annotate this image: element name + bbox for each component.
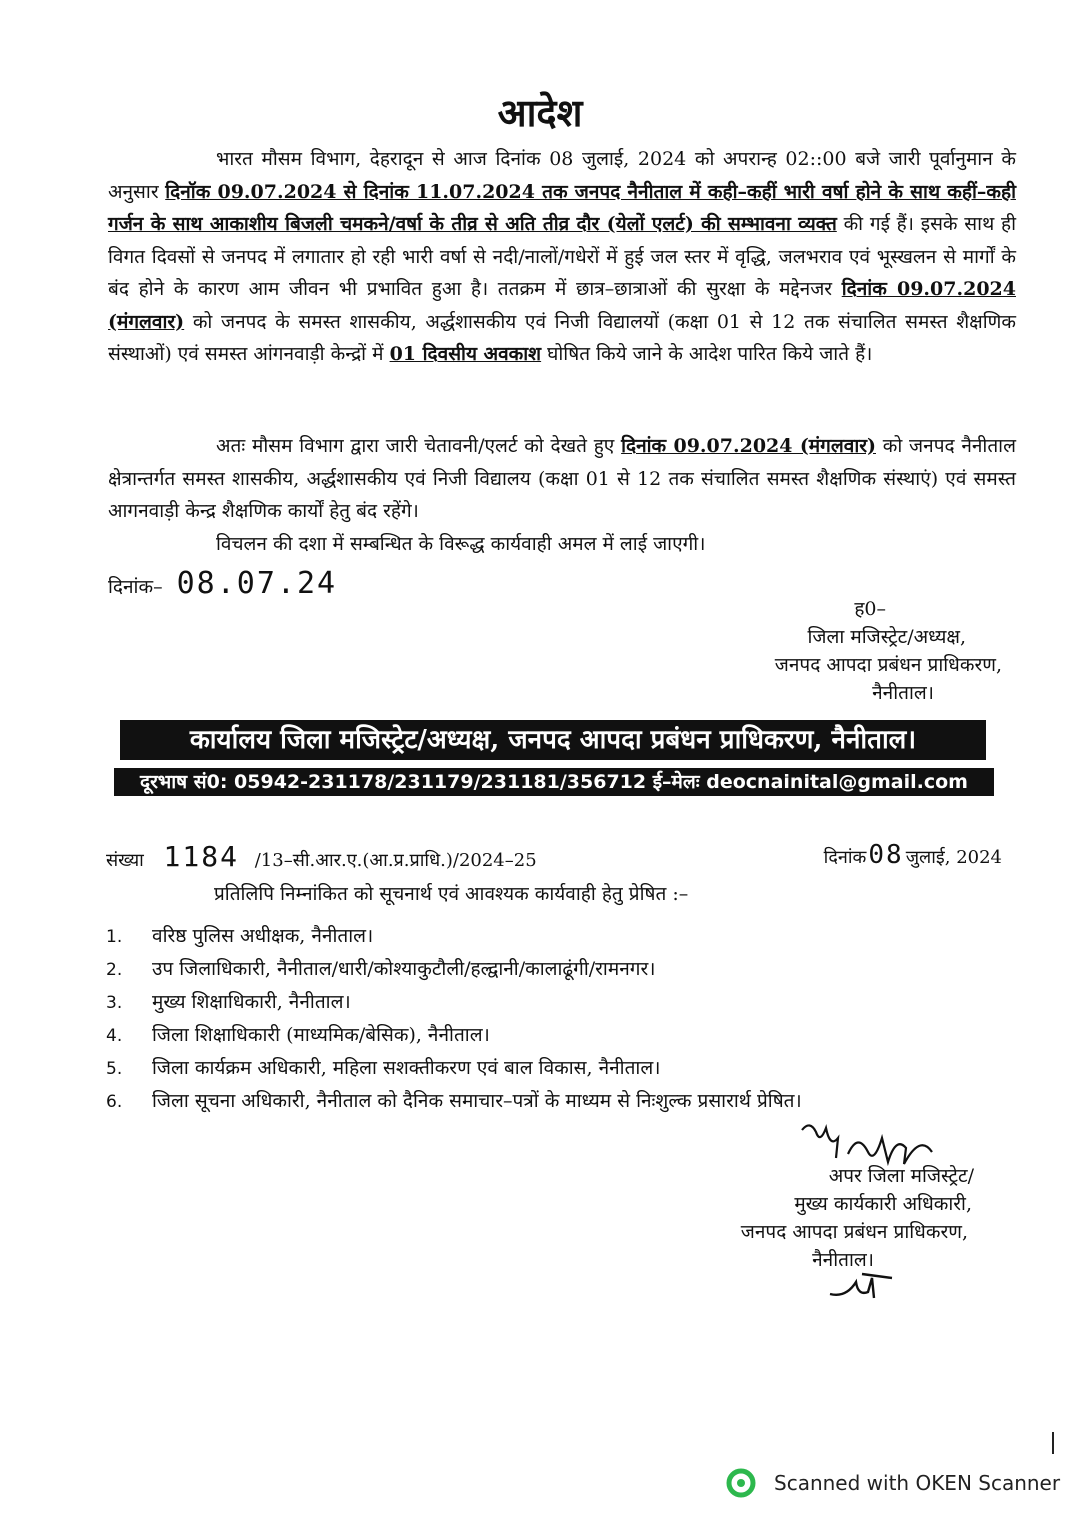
reference-date-label: दिनांक <box>823 847 867 868</box>
para1-text-1: भारत मौसम विभाग, देहरादून से आज दिनांक 08 जुलाई, 2024 को अपरान्ह 02::00 बजे जारी पूर्वानुमान के अनुसार <box>108 148 1016 203</box>
document-title: आदेश <box>497 90 583 135</box>
order-paragraph-1 <box>108 143 1016 371</box>
list-item <box>106 986 802 1019</box>
copy-list <box>106 920 802 1118</box>
list-number: 5. <box>106 1059 123 1079</box>
list-text: जिला शिक्षाधिकारी (माध्यमिक/बेसिक), नैनीताल। <box>152 1024 490 1046</box>
signature-line: मुख्य कार्यकारी अधिकारी, <box>794 1193 972 1215</box>
edge-mark <box>1052 1432 1054 1454</box>
signature-line: नैनीताल। <box>872 682 934 704</box>
list-number: 2. <box>106 960 123 980</box>
reference-label: संख्या <box>106 850 144 871</box>
reference-date-rest: जुलाई, 2024 <box>905 847 1002 868</box>
signature-line: ह0– <box>854 598 886 620</box>
list-text: जिला सूचना अधिकारी, नैनीताल को दैनिक समाचार–पत्रों के माध्यम से निःशुल्क प्रसारार्थ प्रेषित। <box>152 1090 802 1112</box>
list-number: 6. <box>106 1092 123 1112</box>
initials-mark <box>826 1268 898 1302</box>
para2-highlight-date: दिनांक 09.07.2024 (मंगलवार) <box>621 435 876 457</box>
para1-text-3: को जनपद के समस्त शासकीय, अर्द्धशासकीय एवं निजी विद्यालयों (कक्षा 01 से 12 तक संचालित समस्त शैक्षणिक संस्थाओं) एवं समस्त आंगनवाड़ी केन्द्रों में <box>108 310 1016 365</box>
list-item <box>106 1052 802 1085</box>
list-text: जिला कार्यक्रम अधिकारी, महिला सशक्तीकरण एवं बाल विकास, नैनीताल। <box>152 1057 661 1079</box>
order-paragraph-2 <box>108 430 1016 528</box>
reference-number <box>106 840 537 873</box>
signature-line: जनपद आपदा प्रबंधन प्राधिकरण, <box>774 654 1002 676</box>
para1-highlight-holiday: 01 दिवसीय अवकाश <box>389 343 542 365</box>
para2-text-2: को जनपद नैनीताल क्षेत्रान्तर्गत समस्त शासकीय, अर्द्धशासकीय एवं निजी विद्यालय (कक्षा 01 से 12 तक संचालित समस्त शैक्षणिक संस्थाएं) एवं समस्त आगनवाड़ी केन्द्र शैक्षणिक कार्यों हेतु बंद रहेंगे। <box>108 435 1016 522</box>
date-label: दिनांक– <box>108 576 163 598</box>
office-banner: कार्यालय जिला मजिस्ट्रेट/अध्यक्ष, जनपद आपदा प्रबंधन प्राधिकरण, नैनीताल। <box>120 720 986 760</box>
dm-signature-block <box>702 595 1002 707</box>
signature-line: जिला मजिस्ट्रेट/अध्यक्ष, <box>807 626 966 648</box>
signature-line: नैनीताल। <box>812 1249 874 1271</box>
reference-date <box>824 840 1002 870</box>
reference-code: /13–सी.आर.ए.(आ.प्र.प्राधि.)/2024–25 <box>254 850 537 871</box>
para1-highlight-date: दिनांक 09.07.2024 (मंगलवार) <box>108 278 1016 333</box>
para1-highlight-forecast: दिनॉक 09.07.2024 से दिनांक 11.07.2024 तक जनपद नैनीताल में कही–कहीं भारी वर्षा होने के साथ कहीं–कही गर्जन के साथ आकाशीय बिजली चमकने/वर्षा के तीव्र से अति तीव्र दौर (येलों एलर्ट) की सम्भावना व्यक्त <box>108 180 1016 235</box>
scanner-logo-icon <box>726 1468 756 1498</box>
list-text: मुख्य शिक्षाधिकारी, नैनीताल। <box>152 991 351 1013</box>
copy-intro: प्रतिलिपि निम्नांकित को सूचनार्थ एवं आवश्यक कार्यवाही हेतु प्रेषित :– <box>214 883 689 905</box>
order-paragraph-3: विचलन की दशा में सम्बन्धित के विरूद्ध कार्यवाही अमल में लाई जाएगी। <box>216 533 706 555</box>
list-item <box>106 1085 802 1118</box>
list-item <box>106 1019 802 1052</box>
handwritten-reference-date: 08 <box>868 840 904 870</box>
adm-signature-block <box>702 1162 1002 1274</box>
handwritten-reference-number: 1184 <box>163 840 239 873</box>
signature-line: जनपद आपदा प्रबंधन प्राधिकरण, <box>740 1221 968 1243</box>
handwritten-date: 08.07.24 <box>176 566 338 601</box>
para2-text-1: अतः मौसम विभाग द्वारा जारी चेतावनी/एलर्ट को देखते हुए <box>216 435 622 457</box>
contact-banner: दूरभाष सं0: 05942-231178/231179/231181/356712 ई–मेलः deocnainital@gmail.com <box>114 768 994 796</box>
signature-line: अपर जिला मजिस्ट्रेट/ <box>828 1165 974 1187</box>
list-item <box>106 920 802 953</box>
list-number: 1. <box>106 927 123 947</box>
para1-text-4: घोषित किये जाने के आदेश पारित किये जाते हैं। <box>541 343 873 365</box>
para1-text-2: की गई हैं। इसके साथ ही विगत दिवसों से जनपद में लगातार हो रही भारी वर्षा से नदी/नालों/गधेरों में हुई जल स्तर में वृद्धि, जलभराव एवं भूस्खलन से मार्गों के बंद होने के कारण आम जीवन भी प्रभावित हुआ है। ततक्रम में छात्र–छात्राओं की सुरक्षा के मद्देनजर <box>108 213 1017 300</box>
list-text: वरिष्ठ पुलिस अधीक्षक, नैनीताल। <box>152 925 374 947</box>
list-item <box>106 953 802 986</box>
scanner-footer <box>726 1466 1060 1500</box>
list-text: उप जिलाधिकारी, नैनीताल/धारी/कोश्याकुटौली/हल्द्वानी/कालाढूंगी/रामनगर। <box>152 958 656 980</box>
list-number: 3. <box>106 993 123 1013</box>
scanner-footer-text: Scanned with OKEN Scanner <box>774 1471 1061 1495</box>
order-date <box>108 566 337 601</box>
list-number: 4. <box>106 1026 123 1046</box>
